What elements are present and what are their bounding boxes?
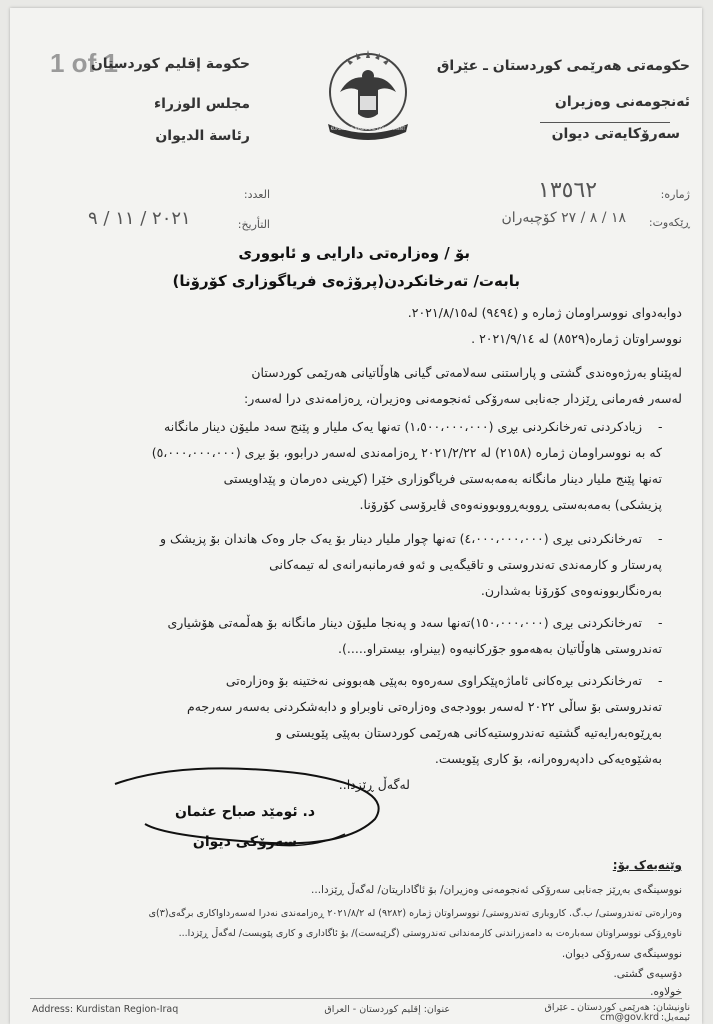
intro-line-2: لەسەر فەرمانی ڕێزدار جەنابی سەرۆکی ئەنجومەنی وەزیران، ڕەزامەندی درا لەسەر: [244,391,682,406]
item-2-line-1: تەرخانکردنی بڕی (٤،٠٠٠،٠٠٠،٠٠٠) تەنها چوار ملیار دینار بۆ یەک جار وەک هاندان بۆ پزیشک و [160,531,642,546]
item-3-line-2: تەندروستی هاوڵاتیان بەهەموو جۆرکانیەوە (بینراو، بیستراو.....). [338,641,662,656]
footer-address-ar: عنوان: إقليم كوردستان - العراق [324,1004,450,1015]
item-2-line-3: بەرەنگاربوونەوەی کۆرۆنا بەشدارن. [480,583,662,598]
item-1-line-4: پزیشکی) بەمەبەستی ڕووبەڕووبوونەوەی ڤایرۆسی کۆرۆنا. [359,497,662,512]
document-number: ١٣٥٦٢ [538,178,598,203]
cc-entry: ناوەڕۆکی نووسراوتان سەبارەت بە دامەزراندنی کارمەندانی تەندروستی (گرێبەست)/ بۆ ئاگاداری و کاری پێویست/ لەگەڵ ڕێزدا... [178,928,682,939]
document-date-kurdish: ١٨ / ٨ / ٢٧ کۆچبەران [501,210,626,226]
footer-address-en: Address: Kurdistan Region-Iraq [32,1004,179,1015]
page-counter: 1 of 1 [50,48,118,78]
krg-emblem-icon [320,44,416,144]
item-4-line-4: بەشێوەیەکی دادپەروەرانە، بۆ کاری پێویست. [434,751,662,766]
cc-heading: وێنەیەک بۆ: [612,858,682,872]
subject: بابەت/ تەرخانکردن(پرۆژەی فریاگوزاری کۆرۆنا) [172,272,520,290]
addressee: بۆ / وەزارەتی دارایی و ئابووری [238,244,470,262]
intro-line-1: لەپێناو بەرژەوەندی گشتی و پاراستنی سەلامەتی گیانی هاوڵاتیانی هەرێمی کوردستان [251,365,682,380]
footer-email: cm@gov.krd [600,1012,659,1023]
item-1-line-3: تەنها پێنج ملیار دینار مانگانە بەمەبەستی فریاگوزاری خێرا (کڕینی دەرمان و پێداویستی [223,471,662,486]
header-left-line1: حكومة إقليم كوردستان [90,56,250,72]
document-date-gregorian: ٢٠٢١ / ١١ / ٩ [88,208,191,229]
document-page [10,8,702,1024]
item-4-line-1: تەرخانکردنی بڕەکانی ئاماژەپێکراوی سەرەوە بەپێی هەبوونی نەختینە بۆ وەزارەتی [225,673,642,688]
signatory-title: سەرۆکی دیوان [192,834,298,850]
number-label-ar: العدد: [243,188,270,201]
item-1-line-1: زیادکردنی تەرخانکردنی بڕی (١،٥٠٠،٠٠٠،٠٠٠) تەنها یەک ملیار و پێنج سەد ملیۆن دینار مانگانە [164,419,642,434]
date-label-ar: التأريخ: [237,218,270,231]
header-right-line3: سەرۆکایەتی دیوان [551,126,680,142]
header-underline [540,122,670,123]
header-left-line3: رئاسة الديوان [155,128,250,144]
item-4-line-3: بەڕێوەبەرایەتیە گشتیە تەندروستیەکانی هەرێمی کوردستان بەپێی پێویستی و [275,725,662,740]
item-dash: - [658,419,663,434]
item-4-line-2: تەندروستی بۆ ساڵی ٢٠٢٢ لەسەر بوودجەی وەزارەتی ناوبراو و دابەشکردنی بەسەر سەرجەم [186,699,662,714]
cc-entry: وەزارەتی تەندروستی/ ب.گ. کاروباری تەندروستی/ نووسراوتان ژمارە (٩٢٨٢) لە ٢٠٢١/٨/٢ ڕەزامەندی نەدرا لەسەرداواکاری برگەی(٣)ی [148,908,682,919]
item-2-line-2: پەرستار و کارمەندی تەندروستی و تاقیگەیی و ئەو فەرمانبەرانەی لە تیمەکانی [269,557,662,572]
header-left-line2: مجلس الوزراء [153,96,250,112]
signatory-name: د. ئومێد صباح عثمان [174,804,316,820]
reference-2: نووسراوتان ژمارە(٨٥٢٩) لە ٢٠٢١/٩/١٤ . [471,331,682,346]
closing: لەگەڵ ڕێزدا.. [338,777,410,792]
cc-entry: دۆسیەی گشتی. [613,968,682,980]
reference-1: دوابەدوای نووسراومان ژمارە و (٩٤٩٤) لە٢٠٢١/٨/١٥. [407,305,682,320]
header-right-line1: حکومەتی هەرێمی کوردستان ـ عێراق [436,58,690,74]
cc-entry: نووسینگەی بەڕێز جەنابی سەرۆکی ئەنجومەنی وەزیران/ بۆ ئاگاداریتان/ لەگەڵ ڕێزدا... [311,884,682,896]
item-dash: - [658,673,663,688]
item-1-line-2: کە بە نووسراومان ژمارە (٢١٥٨) لە ٢٠٢١/٢/٢٢ ڕەزامەندی لەسەر درابوو، بۆ بڕی (٥،٠٠٠،٠٠٠،٠٠٠) [151,445,662,460]
item-dash: - [658,531,663,546]
header-right-line2: ئەنجومەنی وەزیران [554,94,690,110]
cc-entry: نووسینگەی سەرۆکی دیوان. [561,948,682,960]
item-3-line-1: تەرخانکردنی بڕی (١٥٠،٠٠٠،٠٠٠)تەنها سەد و پەنجا ملیۆن دینار مانگانە بۆ هەڵمەتی هۆشیاری [167,615,642,630]
footer-divider [30,998,682,999]
footer-email-label: ئیمەیل: [660,1012,690,1023]
date-label-ku: ڕێکەوت: [648,216,690,229]
item-dash: - [658,615,663,630]
number-label-ku: ژمارە: [660,188,690,201]
footer-address-ku: ناونیشان: هەرێمی کوردستان ـ عێراق [544,1002,690,1013]
cc-entry: خولاوە. [650,986,682,998]
emblem-caption: KURDISTAN REGIONAL GOVERNMENT [330,126,406,131]
